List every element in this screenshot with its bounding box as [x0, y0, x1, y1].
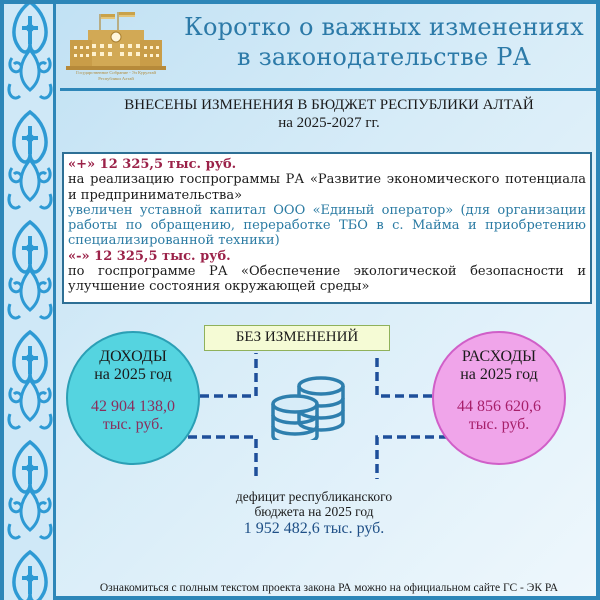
logo-caption: [60, 70, 172, 81]
connector-expense-top: [377, 353, 432, 396]
logo-caption-line2: Республики Алтай: [98, 75, 134, 81]
connector-expense-bottom: [377, 437, 448, 479]
income-circle: [66, 331, 200, 465]
change-amount-plus: «+» 12 325,5 тыс. руб.: [68, 157, 237, 172]
deficit-label-line1: дефицит республиканского: [235, 489, 393, 504]
subtitle-line2: на 2025-2027 гг.: [278, 115, 380, 131]
deficit-label-line2: бюджета на 2025 год: [254, 504, 374, 519]
expense-value: 44 856 620,6: [457, 398, 541, 415]
title-line1: Коротко о важных изменениях: [184, 13, 584, 41]
subtitle: [60, 96, 598, 132]
change-amount-minus: «-» 12 325,5 тыс. руб.: [68, 248, 231, 264]
deficit-value: 1 952 482,6 тыс. руб.: [243, 520, 385, 537]
coin-stack-icon: [269, 374, 349, 440]
income-unit: тыс. руб.: [102, 416, 164, 433]
connector-income-top: [200, 353, 256, 396]
expense-circle: [432, 331, 566, 465]
income-title: ДОХОДЫ: [99, 348, 167, 365]
expense-unit: тыс. руб.: [468, 416, 530, 433]
change-description-minus: по госпрограмме РА «Обеспечение экологической безопасности и улучшение состояния окружающей среды»: [68, 264, 586, 295]
changes-box: [62, 152, 592, 304]
no-change-badge: БЕЗ ИЗМЕНЕНИЙ: [204, 325, 390, 351]
ornament-strip: [4, 4, 56, 600]
deficit-label: [204, 489, 424, 519]
page-title: [172, 12, 596, 72]
income-value: 42 904 138,0: [91, 398, 175, 415]
footer-note: Ознакомиться с полным текстом проекта закона РА можно на официальном сайте ГС - ЭК РА: [99, 582, 559, 594]
subtitle-line1: ВНЕСЕНЫ ИЗМЕНЕНИЯ В БЮДЖЕТ РЕСПУБЛИКИ АЛТАЙ: [124, 97, 534, 113]
income-period: на 2025 год: [94, 366, 172, 383]
title-divider: [60, 88, 598, 91]
connector-income-bottom: [188, 437, 256, 479]
change-note-plus: увеличен уставной капитал ООО «Единый оператор» (для организации работы по обращению, переработке ТБО в с. Майма и приобретению специализированной техники): [68, 202, 586, 249]
ornament-icon: [4, 4, 56, 600]
expense-title: РАСХОДЫ: [461, 348, 537, 365]
title-line2: в законодательстве РА: [237, 43, 531, 71]
logo-caption-line1: Государственное Собрание - Эл Курултай: [76, 70, 156, 75]
change-description-plus: на реализацию госпрограммы РА «Развитие экономического потенциала и предпринимательства»: [68, 172, 586, 203]
expense-period: на 2025 год: [460, 366, 538, 383]
